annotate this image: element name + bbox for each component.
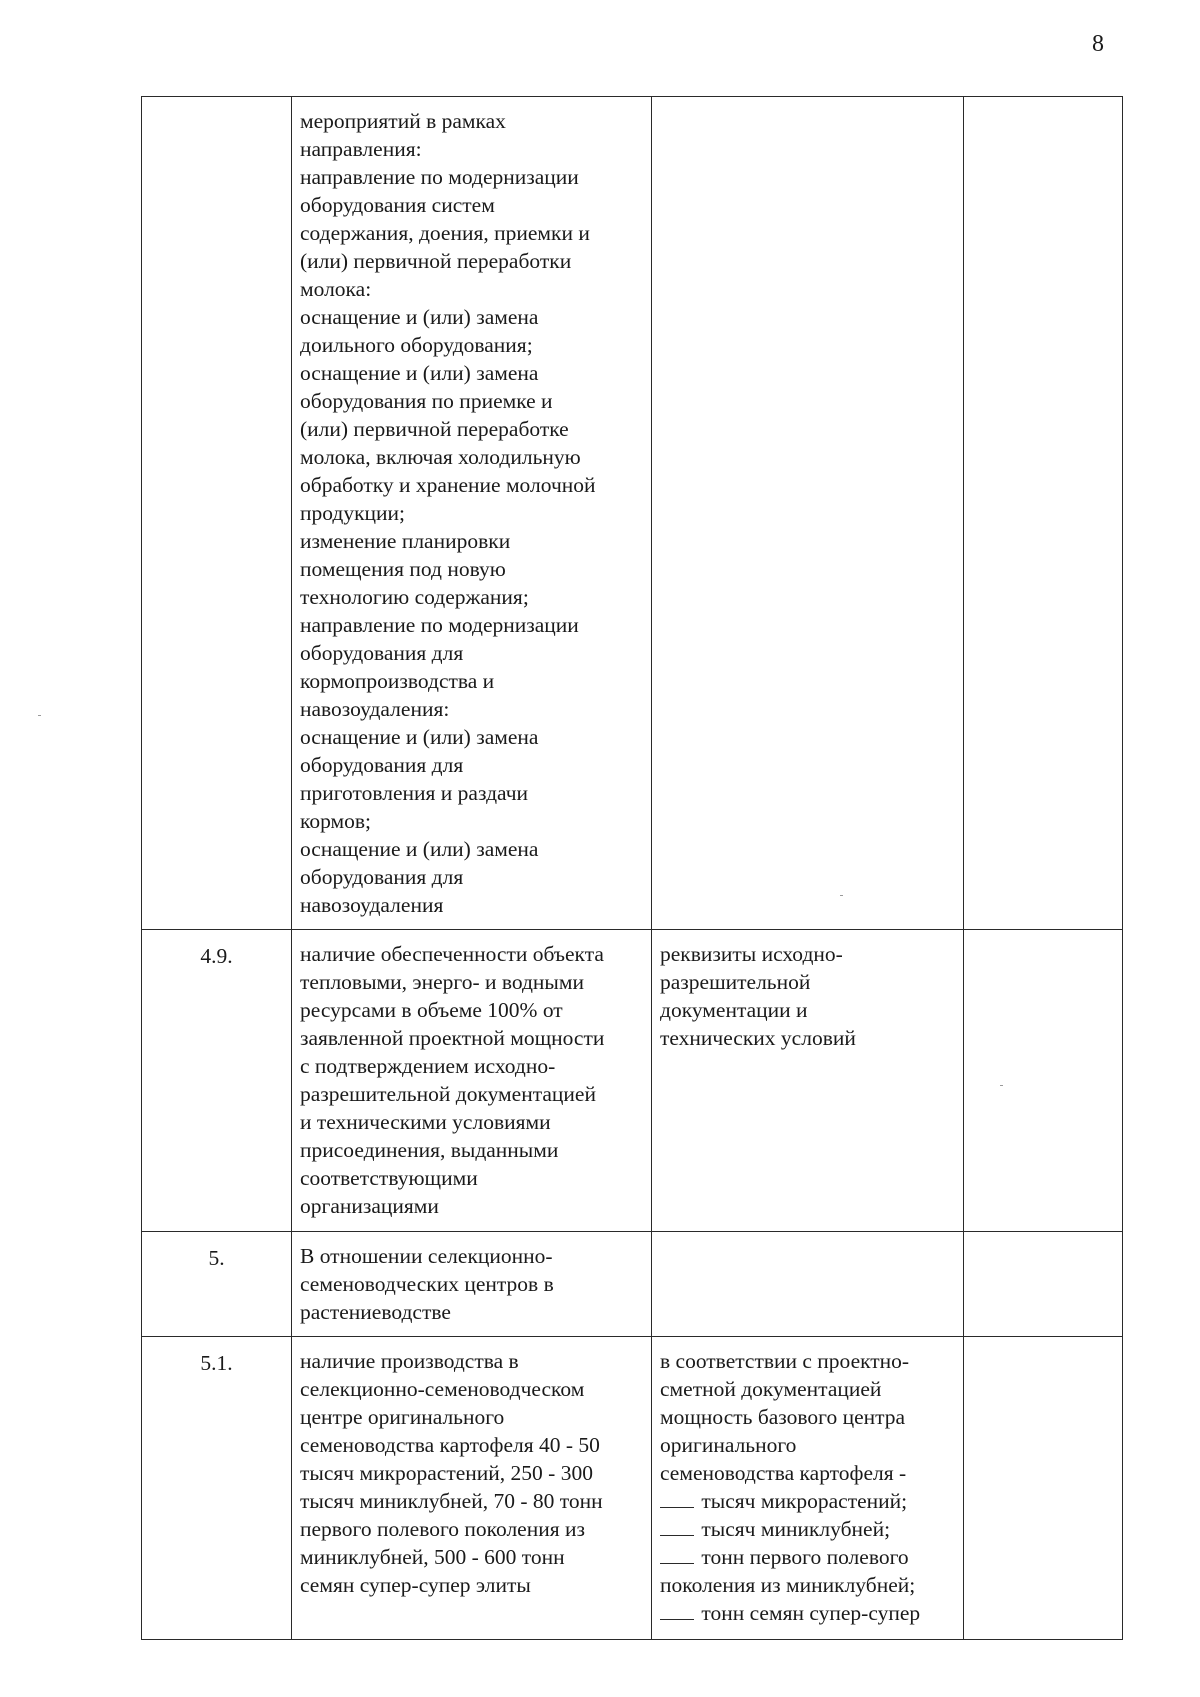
criterion-text: наличие обеспеченности объекта тепловыми, энерго- и водными ресурсами в объеме 100% от заявленной проектной мощности с подтверждением исходно- разрешительной документацией и техническими условиями присоединения, выданными соответствующими организациями xyxy=(300,942,605,1218)
document-line: поколения из миниклубней; xyxy=(660,1573,916,1597)
table-row xyxy=(142,97,1123,930)
fill-in-blank xyxy=(660,1545,694,1564)
fill-in-blank xyxy=(660,1489,694,1508)
document-line: семеноводства картофеля - xyxy=(660,1461,907,1485)
criterion-cell xyxy=(292,930,652,1232)
document-text: реквизиты исходно- разрешительной документации и технических условий xyxy=(660,942,856,1050)
document-line: сметной документацией xyxy=(660,1377,882,1401)
document-cell xyxy=(652,1337,964,1640)
criterion-text: наличие производства в селекционно-семеноводческом центре оригинального семеноводства картофеля 40 - 50 тысяч микрорастений, 250 - 300 тысяч миниклубней, 70 - 80 тонн первого полевого поколения из миниклубней, 500 - 600 тонн семян супер-супер элиты xyxy=(300,1349,603,1597)
document-line-text: тысяч миниклубней; xyxy=(701,1517,891,1541)
score-cell xyxy=(964,1337,1123,1640)
table-row xyxy=(142,1232,1123,1337)
document-line: оригинального xyxy=(660,1433,797,1457)
document-cell xyxy=(652,930,964,1232)
criterion-cell xyxy=(292,97,652,930)
page-number: 8 xyxy=(1092,31,1104,57)
criterion-text: В отношении селекционно- семеноводческих центров в растениеводстве xyxy=(300,1244,554,1324)
document-cell xyxy=(652,97,964,930)
row-number: 5. xyxy=(208,1246,225,1270)
criteria-table xyxy=(141,96,1123,1640)
row-number-cell xyxy=(142,930,292,1232)
criterion-text: мероприятий в рамках направления: направление по модернизации оборудования систем содержания, доения, приемки и (или) первичной переработки молока: оснащение и (или) замена доильного оборудования; оснащение и (или) замена оборудования по приемке и (или) первичной переработке молока, включая холодильную обработку и хранение молочной продукции; изменение планировки помещения под новую технологию содержания; направление по модернизации оборудования для кормопроизводства и навозоудаления: оснащение и (или) замена оборудования для приготовления и раздачи кормов; оснащение и (или) замена оборудования для навозоудаления xyxy=(300,109,596,917)
row-number-cell xyxy=(142,97,292,930)
table-row xyxy=(142,930,1123,1232)
row-number-cell xyxy=(142,1232,292,1337)
scan-speck xyxy=(1000,1085,1003,1086)
document-line: мощность базового центра xyxy=(660,1405,906,1429)
document-line-with-blank xyxy=(660,1599,955,1627)
document-line-text: тысяч микрорастений; xyxy=(701,1489,908,1513)
score-cell xyxy=(964,930,1123,1232)
table-row xyxy=(142,1337,1123,1640)
criterion-cell xyxy=(292,1232,652,1337)
criterion-cell xyxy=(292,1337,652,1640)
document-line: в соответствии с проектно- xyxy=(660,1349,910,1373)
row-number: 4.9. xyxy=(200,944,233,968)
document-line-with-blank xyxy=(660,1543,955,1571)
scan-speck xyxy=(840,895,843,896)
document-line-text: тонн первого полевого xyxy=(701,1545,909,1569)
document-line-text: тонн семян супер-супер xyxy=(701,1601,921,1625)
score-cell xyxy=(964,1232,1123,1337)
row-number: 5.1. xyxy=(200,1351,233,1375)
row-number-cell xyxy=(142,1337,292,1640)
scan-speck xyxy=(38,715,41,716)
document-line-with-blank xyxy=(660,1515,955,1543)
fill-in-blank xyxy=(660,1517,694,1536)
document-cell xyxy=(652,1232,964,1337)
document-line-with-blank xyxy=(660,1487,955,1515)
score-cell xyxy=(964,97,1123,930)
fill-in-blank xyxy=(660,1601,694,1620)
